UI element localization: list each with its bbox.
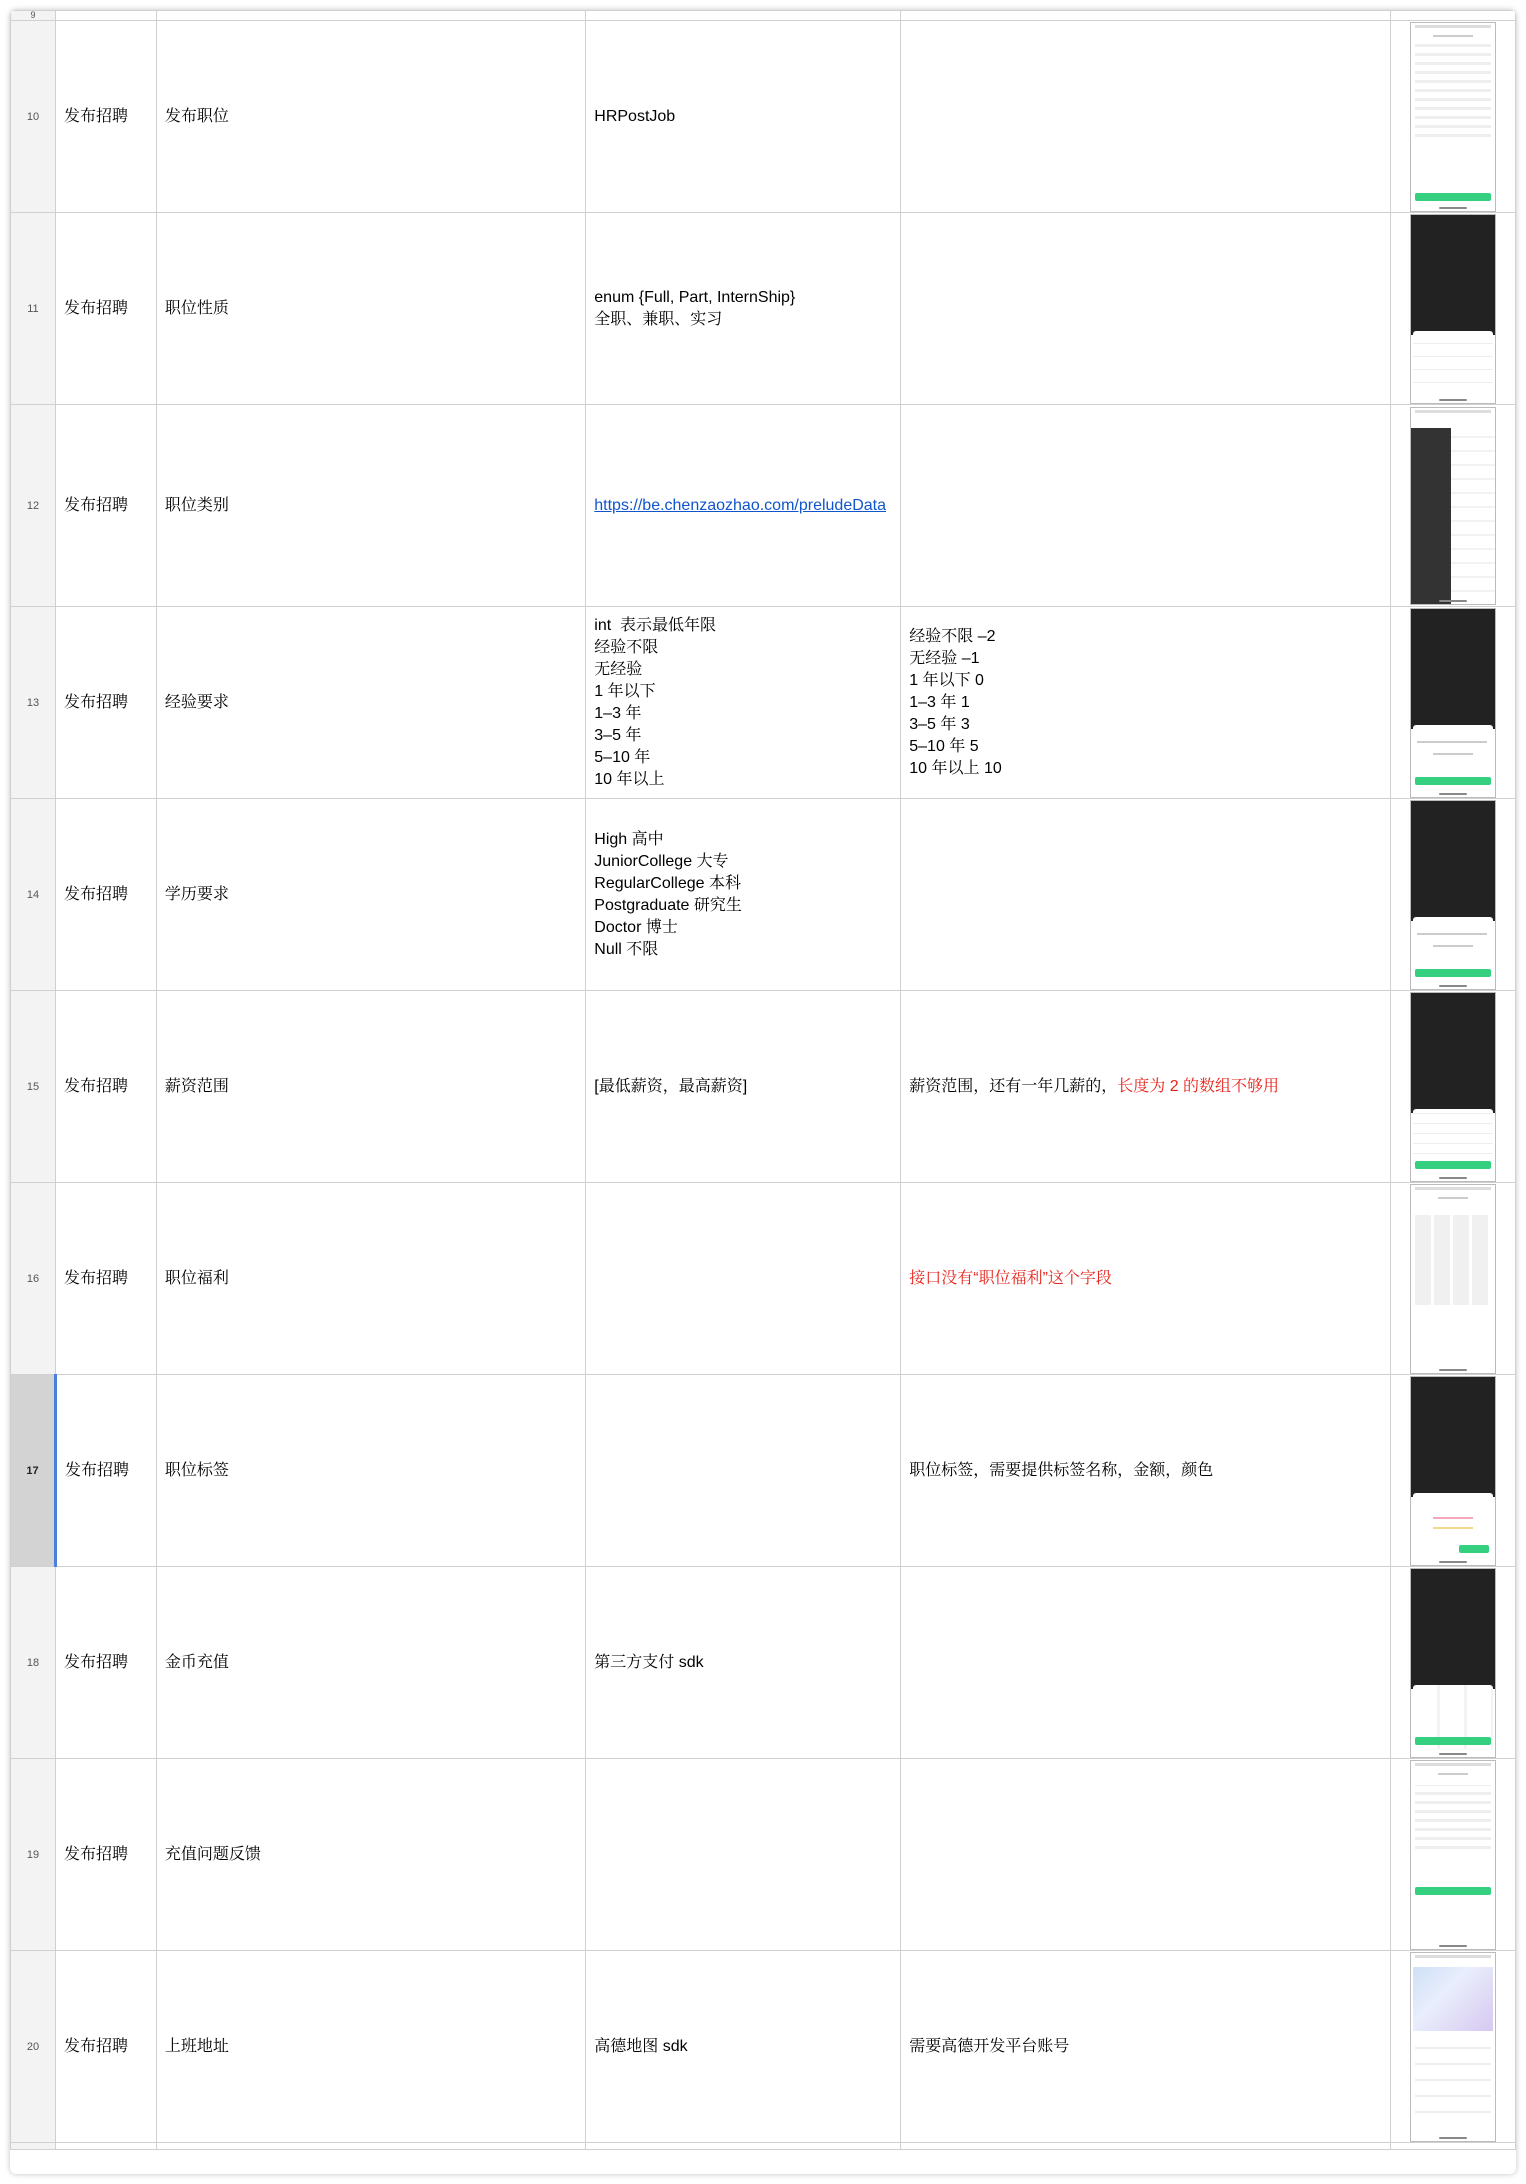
prelude-data-link[interactable]: https://be.chenzaozhao.com/preludeData [594,496,887,514]
row-header[interactable]: 16 [11,1183,56,1375]
note-cell[interactable] [901,799,1391,991]
note-cell[interactable] [901,405,1391,607]
module-cell[interactable]: 发布招聘 [55,405,156,607]
table-row[interactable] [11,1759,1516,1951]
feature-cell[interactable]: 薪资范围 [156,991,585,1183]
module-cell[interactable]: 发布招聘 [55,799,156,991]
module-cell[interactable]: 发布招聘 [55,213,156,405]
screenshot-cell[interactable] [1391,1759,1516,1951]
note-cell[interactable] [901,213,1391,405]
api-cell[interactable]: enum {Full, Part, InternShip} 全职、兼职、实习 [586,213,901,405]
note-cell[interactable] [901,1183,1391,1375]
job-category-screenshot [1410,407,1496,605]
note-cell[interactable]: 经验不限 –2 无经验 –1 1 年以下 0 1–3 年 1 3–5 年 3 5–10 年 5 10 年以上 10 [901,607,1391,799]
screenshot-cell[interactable] [1391,213,1516,405]
feature-cell[interactable]: 学历要求 [156,799,585,991]
job-tag-screenshot [1410,1376,1496,1566]
api-cell[interactable]: HRPostJob [586,21,901,213]
cell[interactable] [586,11,901,21]
row-header[interactable]: 12 [11,405,56,607]
note-cell[interactable]: 需要高德开发平台账号 [901,1951,1391,2143]
coin-recharge-screenshot [1410,1568,1496,1758]
cell[interactable] [156,2143,585,2150]
row-header[interactable]: 10 [11,21,56,213]
feedback-screenshot [1410,1760,1496,1950]
experience-screenshot [1410,608,1496,798]
row-header[interactable]: 15 [11,991,56,1183]
api-cell[interactable]: 高德地图 sdk [586,1951,901,2143]
row-header[interactable]: 17 [11,1375,56,1567]
module-cell[interactable]: 发布招聘 [55,1951,156,2143]
feature-cell[interactable]: 上班地址 [156,1951,585,2143]
table-row[interactable] [11,213,1516,405]
cell[interactable] [156,11,585,21]
row-header[interactable]: 13 [11,607,56,799]
cell[interactable] [55,11,156,21]
salary-screenshot [1410,992,1496,1182]
api-cell[interactable]: High 高中 JuniorCollege 大专 RegularCollege 本科 Postgraduate 研究生 Doctor 博士 Null 不限 [586,799,901,991]
feature-cell[interactable]: 发布职位 [156,21,585,213]
note-text: 薪资范围，还有一年几薪的， [909,1077,1118,1095]
table-row[interactable] [11,11,1516,21]
api-cell[interactable] [586,1759,901,1951]
feature-cell[interactable]: 充值问题反馈 [156,1759,585,1951]
row-header[interactable]: 9 [11,11,56,21]
module-cell[interactable]: 发布招聘 [55,1183,156,1375]
screenshot-cell[interactable] [1391,21,1516,213]
cell[interactable] [901,2143,1391,2150]
screenshot-cell[interactable] [1391,1183,1516,1375]
note-cell[interactable] [901,1759,1391,1951]
table-row[interactable] [11,991,1516,1183]
cell[interactable] [586,2143,901,2150]
note-warning: 长度为 2 的数组不够用 [1117,1077,1280,1095]
api-cell[interactable] [586,405,901,607]
job-type-screenshot [1410,214,1496,404]
table-row[interactable] [11,21,1516,213]
feature-cell[interactable]: 职位类别 [156,405,585,607]
table-row[interactable] [11,405,1516,607]
screenshot-cell[interactable] [1391,799,1516,991]
row-header[interactable]: 11 [11,213,56,405]
table-row[interactable] [11,1567,1516,1759]
spreadsheet-grid [10,10,1516,2150]
cell[interactable] [1391,2143,1516,2150]
screenshot-cell[interactable] [1391,1567,1516,1759]
api-cell[interactable]: int 表示最低年限 经验不限 无经验 1 年以下 1–3 年 3–5 年 5–10 年 10 年以上 [586,607,901,799]
screenshot-cell[interactable] [1391,1951,1516,2143]
api-cell[interactable]: 第三方支付 sdk [586,1567,901,1759]
module-cell[interactable]: 发布招聘 [55,991,156,1183]
screenshot-cell[interactable] [1391,405,1516,607]
note-cell[interactable] [901,1567,1391,1759]
screenshot-cell[interactable] [1391,607,1516,799]
table-row[interactable] [11,1951,1516,2143]
row-header[interactable] [11,2143,56,2150]
table-row[interactable] [11,1183,1516,1375]
module-cell[interactable]: 发布招聘 [55,1759,156,1951]
table-row[interactable] [11,799,1516,991]
note-cell[interactable] [901,991,1391,1183]
api-cell[interactable] [586,1183,901,1375]
cell[interactable] [1391,11,1516,21]
table-row[interactable] [11,607,1516,799]
module-cell[interactable]: 发布招聘 [55,607,156,799]
post-job-screenshot [1410,22,1496,212]
cell[interactable] [55,2143,156,2150]
note-cell[interactable] [901,21,1391,213]
screenshot-cell[interactable] [1391,1375,1516,1567]
table-row[interactable] [11,2143,1516,2150]
module-cell[interactable]: 发布招聘 [55,1375,156,1567]
note-cell[interactable]: 职位标签，需要提供标签名称，金额，颜色 [901,1375,1391,1567]
spreadsheet-window [10,10,1516,2174]
cell[interactable] [901,11,1391,21]
api-cell[interactable] [586,1375,901,1567]
education-screenshot [1410,800,1496,990]
api-cell[interactable]: [最低薪资，最高薪资] [586,991,901,1183]
module-cell[interactable]: 发布招聘 [55,21,156,213]
note-warning: 接口没有“职位福利”这个字段 [909,1269,1112,1287]
address-map-screenshot [1410,1952,1496,2142]
feature-cell[interactable]: 经验要求 [156,607,585,799]
benefits-screenshot [1410,1184,1496,1374]
feature-cell[interactable]: 职位性质 [156,213,585,405]
module-cell[interactable]: 发布招聘 [55,1567,156,1759]
feature-cell[interactable]: 职位福利 [156,1183,585,1375]
feature-cell[interactable]: 职位标签 [156,1375,585,1567]
screenshot-cell[interactable] [1391,991,1516,1183]
table-row[interactable] [11,1375,1516,1567]
row-header[interactable]: 19 [11,1759,56,1951]
feature-cell[interactable]: 金币充值 [156,1567,585,1759]
row-header[interactable]: 20 [11,1951,56,2143]
row-header[interactable]: 18 [11,1567,56,1759]
row-header[interactable]: 14 [11,799,56,991]
